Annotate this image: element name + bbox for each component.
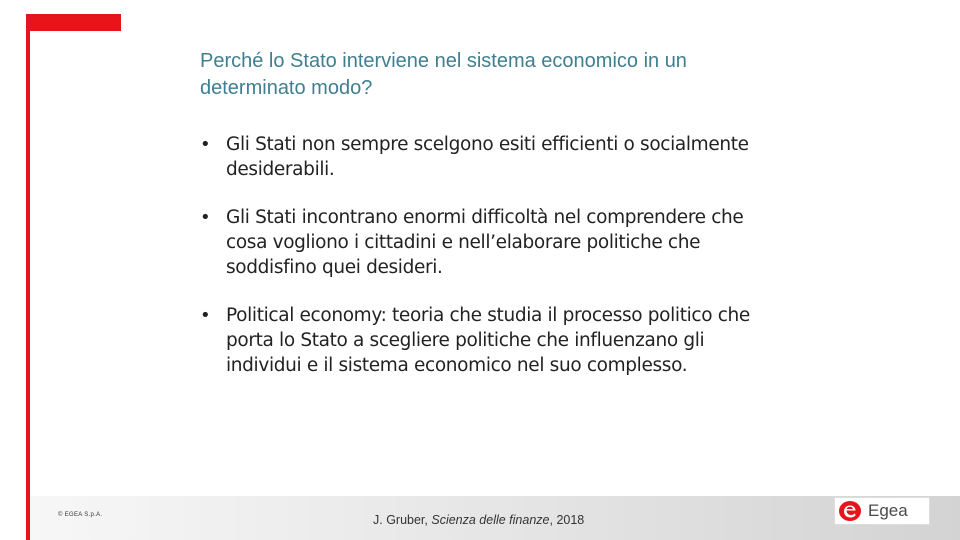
citation-author: J. Gruber, <box>373 513 432 527</box>
logo-text: Egea <box>868 501 908 520</box>
bullet-text: Gli Stati non sempre scelgono esiti efficienti o socialmente desiderabili. <box>226 134 749 180</box>
egea-logo-icon <box>838 499 862 523</box>
bullet-marker: • <box>200 207 211 228</box>
citation-year: , 2018 <box>549 513 585 527</box>
bullet-text: Political economy: teoria che studia il processo politico che porta lo Stato a scegliere politiche che influenzano gli individui e il sistema economico nel suo complesso. <box>226 305 750 376</box>
bullet-list <box>200 132 780 401</box>
footer-bar <box>30 496 960 540</box>
accent-bar-top <box>26 14 121 31</box>
egea-logo <box>834 497 930 525</box>
citation-title: Scienza delle finanze <box>431 513 550 527</box>
accent-bar-left <box>26 14 30 540</box>
bullet-item <box>200 205 780 280</box>
bullet-text: Gli Stati incontrano enormi difficoltà nel comprendere che cosa vogliono i cittadini e nell’elaborare politiche che soddisfino quei desideri. <box>226 207 744 278</box>
copyright-notice: © EGEA S.p.A. <box>58 512 103 518</box>
bullet-item <box>200 132 780 182</box>
bullet-marker: • <box>200 134 211 155</box>
bullet-marker: • <box>200 305 211 326</box>
citation <box>373 513 584 527</box>
slide-title: Perché lo Stato interviene nel sistema economico in un determinato modo? <box>200 50 687 99</box>
bullet-item <box>200 303 780 378</box>
